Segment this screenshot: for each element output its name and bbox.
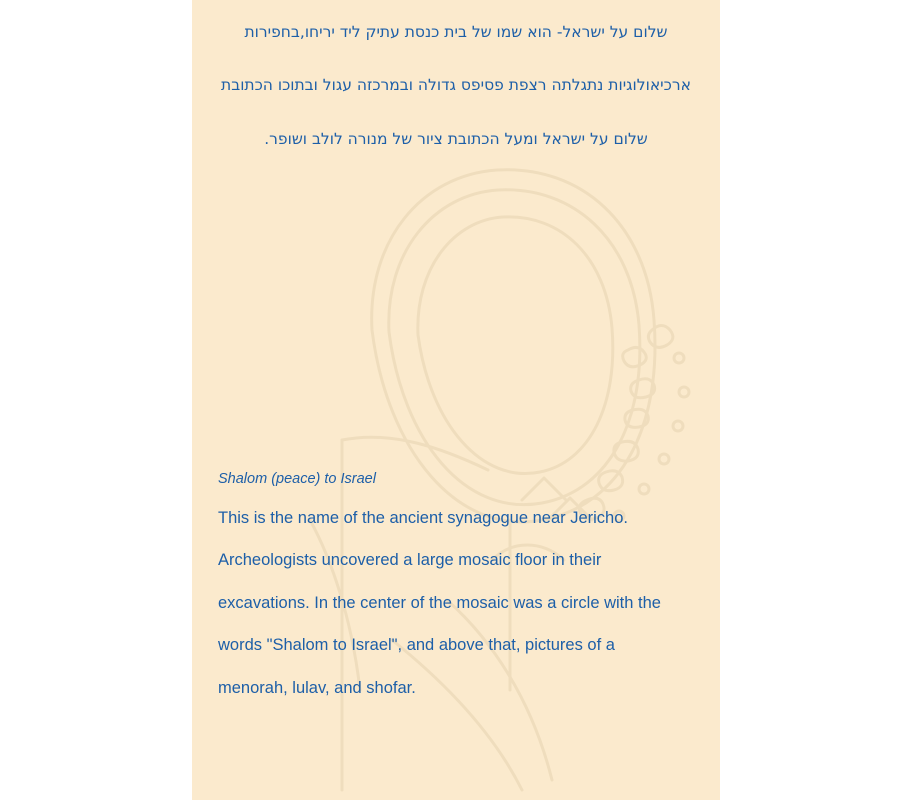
- english-line-5: menorah, lulav, and shofar.: [218, 678, 416, 697]
- english-line-2: Archeologists uncovered a large mosaic floor in their: [218, 551, 602, 570]
- english-title: Shalom (peace) to Israel: [218, 471, 376, 487]
- hebrew-line-3: שלום על ישראל ומעל הכתובת ציור של מנורה לולב ושופר.: [264, 129, 648, 148]
- english-text-block: [192, 472, 720, 696]
- english-line-1: This is the name of the ancient synagogue near Jericho.: [218, 508, 628, 527]
- hebrew-line-2: ארכיאולוגיות נתגלתה רצפת פסיפס גדולה ובמרכזה עגול ובתוכו הכתובת: [221, 76, 691, 95]
- english-line-3: excavations. In the center of the mosaic was a circle with the: [218, 593, 661, 612]
- hebrew-line-1: שלום על ישראל- הוא שמו של בית כנסת עתיק ליד יריחו,בחפירות: [244, 23, 668, 41]
- english-body: [218, 510, 694, 697]
- hebrew-text-block: [192, 24, 720, 147]
- poster-card: [192, 0, 720, 800]
- english-line-4: words "Shalom to Israel", and above that, pictures of a: [218, 636, 615, 655]
